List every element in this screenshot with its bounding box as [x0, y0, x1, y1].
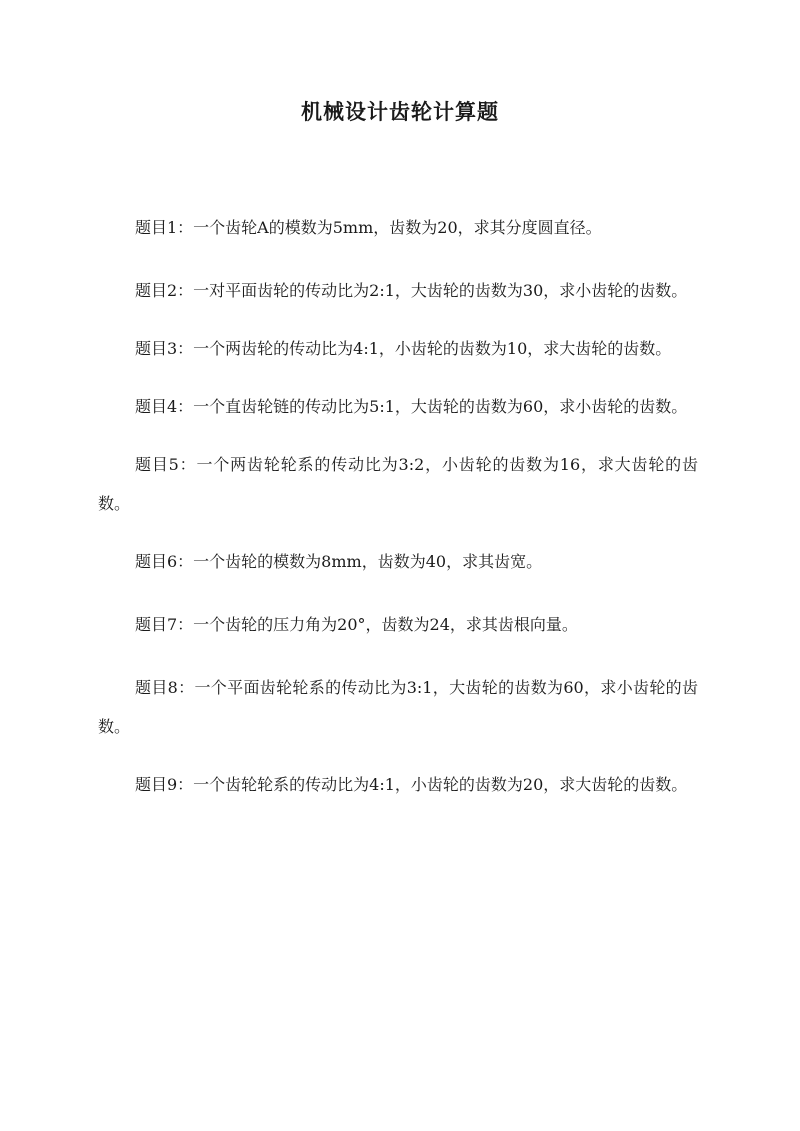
problem-8: 题目8：一个平面齿轮轮系的传动比为3:1，大齿轮的齿数为60，求小齿轮的齿数。	[98, 678, 698, 736]
problem-5: 题目5：一个两齿轮轮系的传动比为3:2，小齿轮的齿数为16，求大齿轮的齿数。	[98, 455, 698, 513]
problem-4: 题目4：一个直齿轮链的传动比为5:1，大齿轮的齿数为60，求小齿轮的齿数。	[135, 397, 688, 416]
page-title: 机械设计齿轮计算题	[301, 99, 499, 124]
problem-9: 题目9：一个齿轮轮系的传动比为4:1，小齿轮的齿数为20，求大齿轮的齿数。	[135, 775, 688, 794]
problem-1: 题目1：一个齿轮A的模数为5mm，齿数为20，求其分度圆直径。	[135, 218, 602, 237]
problem-6: 题目6：一个齿轮的模数为8mm，齿数为40，求其齿宽。	[135, 552, 543, 571]
problem-7: 题目7：一个齿轮的压力角为20°，齿数为24，求其齿根向量。	[135, 615, 578, 634]
problem-3: 题目3：一个两齿轮的传动比为4:1，小齿轮的齿数为10，求大齿轮的齿数。	[135, 339, 672, 358]
problem-list	[98, 208, 698, 823]
problem-2: 题目2：一对平面齿轮的传动比为2:1，大齿轮的齿数为30，求小齿轮的齿数。	[135, 281, 688, 300]
